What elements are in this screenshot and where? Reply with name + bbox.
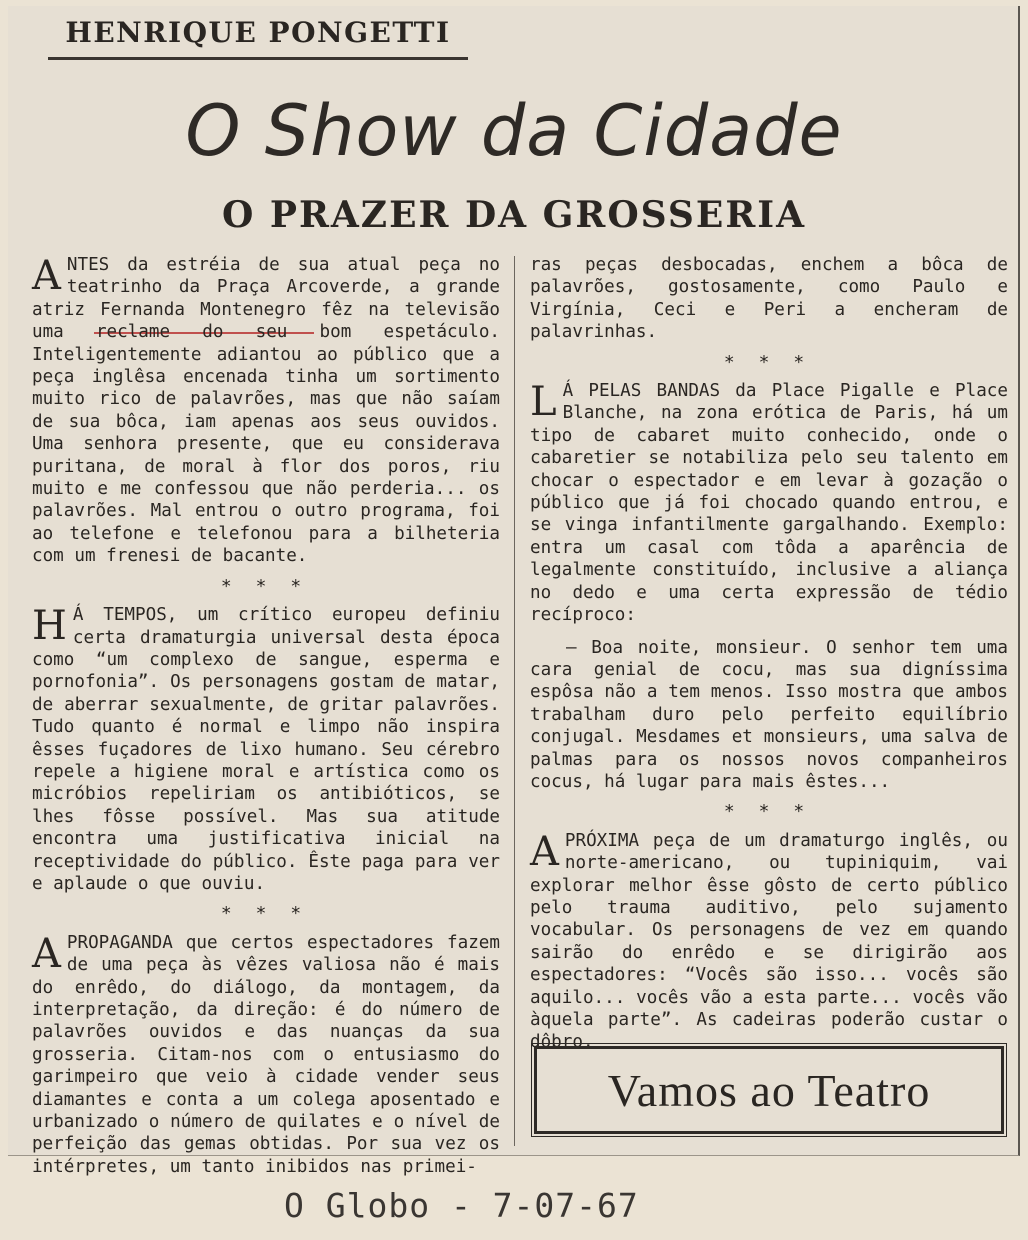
paragraph: L Á PELAS BANDAS da Place Pigalle e Place Blanche, na zona erótica de Paris, há um tipo de cabaret muito conhecido, onde o cabaretier se notabiliza pelo seu talento em chocar o espectador e em levar à gozação o público que já foi chocado quando entrou, e se vinga infantilmente gargalhando. Exemplo: entra um casal com tôda a aparência de legalmente constituído, inclusive a aliança no dedo e uma certa expressão de tédio recíproco: (530, 379, 1008, 626)
left-column (32, 254, 500, 1178)
newspaper-clipping (8, 6, 1020, 1177)
drop-cap: A (32, 253, 61, 299)
drop-cap: A (32, 930, 61, 977)
ad-text: Vamos ao Teatro (607, 1064, 931, 1116)
paragraph: APRÓXIMA peça de um dramaturgo inglês, ou norte-americano, ou tupiniquim, vai explorar melhor êsse gôsto de certo público pelo trauma auditivo, pelo sujamento vocabular. Os personagens de vez em quando sairão do enrêdo e se dirigirão aos espectadores: “Vocês são isso... vocês são aquilo... vocês vão a esta parte... vocês vão àquela parte”. As cadeiras poderão custar o dôbro. (530, 828, 1008, 1053)
byline: HENRIQUE PONGETTI (48, 16, 468, 60)
headline: O Show da Cidade (185, 90, 843, 172)
paragraph: ras peças desbocadas, enchem a bôca de palavrões, gostosamente, como Paulo e Virgínia, Ceci e Peri a encheram de palavrinhas. (530, 255, 1008, 343)
paragraph: APROPAGANDA que certos espectadores fazem de uma peça às vêzes valiosa não é mais do enrêdo, do diálogo, da montagem, da interpretação, da direção: é do número de palavrões ouvidos e das nuanças da sua grosseria. Citam-nos com o entusiasmo do garimpeiro que veio à cidade vender seus diamantes e conta a um colega aposentado e urbanizado o número de quilates e o nível de perfeição das gemas obtidas. Por sua vez os intérpretes, um tanto inibidos nas primei- (32, 930, 500, 1177)
drop-cap: H (32, 603, 67, 650)
drop-cap: A (530, 828, 559, 875)
section-separator: * * * (724, 801, 814, 823)
section-separator: * * * (724, 351, 814, 373)
source-stamp: O Globo - 7-07-67 (284, 1186, 639, 1225)
drop-cap: L (530, 379, 557, 426)
subheadline: O PRAZER DA GROSSERIA (221, 194, 807, 236)
section-separator: * * * (221, 575, 311, 597)
right-column (530, 254, 1008, 1054)
paragraph: H Á TEMPOS, um crítico europeu definiu certa dramaturgia universal desta época como “um complexo de sangue, esperma e pornofonia”. Os personagens gostam de matar, de aberrar sexualmente, de gritar palavrões. Tudo quanto é normal e limpo não inspira êsses fuçadores de lixo humano. Seu cérebro repele a higiene moral e artística como os micróbios repeliriam os antibióticos, se lhes fôsse possível. Mas sua atitude encontra uma justificativa inicial na receptividade do público. Êste paga para ver e aplaude o que ouviu. (32, 603, 500, 894)
quote-paragraph: — Boa noite, monsieur. O senhor tem uma cara genial de cocu, mas sua digníssima espôsa não a tem menos. Isso mostra que ambos trabalham duro pelo perfeito equilíbrio conjugal. Mesdames et monsieurs, uma salva de palmas para os nossos novos companheiros cocus, há lugar para mais êstes... (530, 637, 1008, 792)
paragraph: ANTES da estréia de sua atual peça no teatrinho da Praça Arcoverde, a grande atriz Fernanda Montenegro fêz na televisão uma reclame do seu bom espetáculo. Inteligentemente adiantou ao público que a peça inglêsa encenada tinha um sortimento muito rico de palavrões, mas que não saíam de sua bôca, iam apenas aos seus ouvidos. Uma senhora presente, que eu considerava puritana, de moral à flor dos poros, riu muito e me confessou que não perderia... os palavrões. Mal entrou o outro programa, foi ao telefone e telefonou para a bilheteria com um frenesi de bacante. (32, 253, 500, 567)
theatre-ad-box (534, 1046, 1004, 1134)
section-separator: * * * (221, 903, 311, 925)
column-divider (514, 256, 515, 1146)
